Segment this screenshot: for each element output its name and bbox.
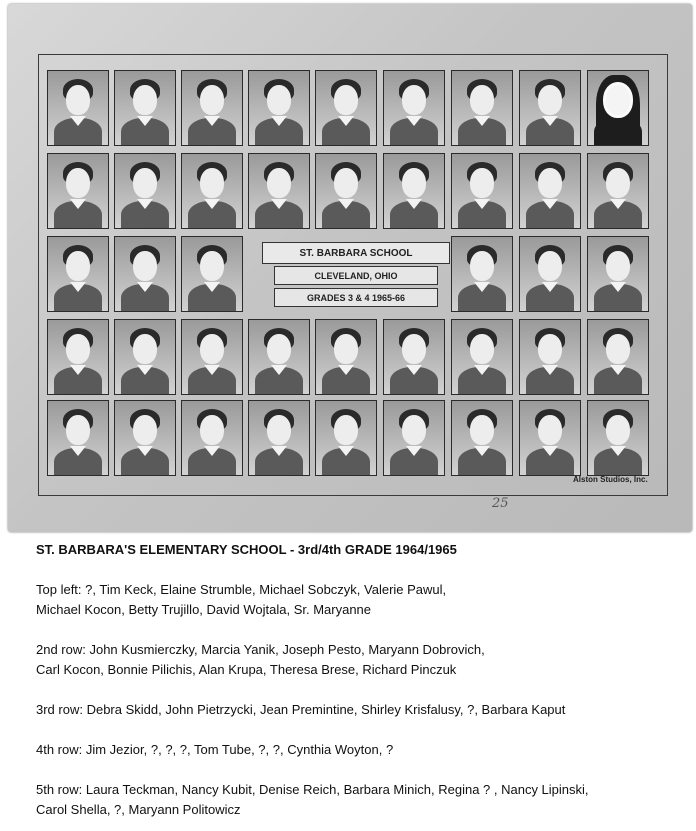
student-portrait bbox=[383, 153, 445, 229]
student-portrait bbox=[248, 153, 310, 229]
grades-label: GRADES 3 & 4 1965-66 bbox=[274, 288, 438, 307]
student-portrait bbox=[383, 400, 445, 476]
student-portrait bbox=[451, 400, 513, 476]
student-portrait bbox=[587, 153, 649, 229]
student-portrait bbox=[248, 319, 310, 395]
student-portrait bbox=[114, 70, 176, 146]
student-portrait bbox=[47, 236, 109, 312]
student-portrait bbox=[47, 70, 109, 146]
student-portrait bbox=[587, 319, 649, 395]
caption-heading: ST. BARBARA'S ELEMENTARY SCHOOL - 3rd/4th GRADE 1964/1965 bbox=[36, 542, 457, 557]
student-portrait bbox=[383, 70, 445, 146]
school-name-banner bbox=[262, 242, 450, 264]
student-portrait bbox=[383, 319, 445, 395]
student-portrait bbox=[114, 236, 176, 312]
studio-mark: Alston Studios, Inc. bbox=[573, 475, 648, 484]
student-portrait bbox=[47, 153, 109, 229]
student-portrait bbox=[519, 153, 581, 229]
student-portrait bbox=[181, 153, 243, 229]
student-portrait bbox=[114, 319, 176, 395]
caption-row2-line1: 2nd row: John Kusmierczky, Marcia Yanik, Joseph Pesto, Maryann Dobrovich, bbox=[36, 642, 485, 657]
caption-row3-line1: 3rd row: Debra Skidd, John Pietrzycki, Jean Premintine, Shirley Krisfalusy, ?, Barbara Kaput bbox=[36, 702, 566, 717]
student-portrait bbox=[519, 70, 581, 146]
student-portrait bbox=[587, 400, 649, 476]
caption-row1-line2: Michael Kocon, Betty Trujillo, David Wojtala, Sr. Maryanne bbox=[36, 602, 372, 617]
student-portrait bbox=[451, 153, 513, 229]
city-label: CLEVELAND, OHIO bbox=[274, 266, 438, 285]
student-portrait bbox=[315, 70, 377, 146]
caption-row5-line2: Carol Shella, ?, Maryann Politowicz bbox=[36, 802, 241, 817]
student-portrait bbox=[47, 319, 109, 395]
student-portrait bbox=[315, 400, 377, 476]
student-portrait bbox=[519, 319, 581, 395]
student-portrait bbox=[451, 236, 513, 312]
student-portrait bbox=[519, 400, 581, 476]
student-portrait bbox=[181, 319, 243, 395]
student-portrait bbox=[519, 236, 581, 312]
teacher-portrait bbox=[587, 70, 649, 146]
caption-row4-line1: 4th row: Jim Jezior, ?, ?, ?, Tom Tube, ?, ?, Cynthia Woyton, ? bbox=[36, 742, 394, 757]
student-portrait bbox=[114, 153, 176, 229]
student-portrait bbox=[315, 319, 377, 395]
caption-row1-line1: Top left: ?, Tim Keck, Elaine Strumble, Michael Sobczyk, Valerie Pawul, bbox=[36, 582, 447, 597]
student-portrait bbox=[451, 319, 513, 395]
student-portrait bbox=[181, 70, 243, 146]
caption-row5-line1: 5th row: Laura Teckman, Nancy Kubit, Denise Reich, Barbara Minich, Regina ? , Nancy Lipinski, bbox=[36, 782, 589, 797]
student-portrait bbox=[181, 236, 243, 312]
pencil-mark: 25 bbox=[492, 496, 509, 511]
student-portrait bbox=[587, 236, 649, 312]
school-name: ST. BARBARA SCHOOL bbox=[299, 247, 413, 259]
student-portrait bbox=[315, 153, 377, 229]
student-portrait bbox=[248, 400, 310, 476]
student-portrait bbox=[451, 70, 513, 146]
student-portrait bbox=[114, 400, 176, 476]
student-portrait bbox=[181, 400, 243, 476]
class-photograph bbox=[8, 4, 692, 532]
student-portrait bbox=[47, 400, 109, 476]
student-portrait bbox=[248, 70, 310, 146]
caption-row2-line2: Carl Kocon, Bonnie Pilichis, Alan Krupa, Theresa Brese, Richard Pinczuk bbox=[36, 662, 457, 677]
